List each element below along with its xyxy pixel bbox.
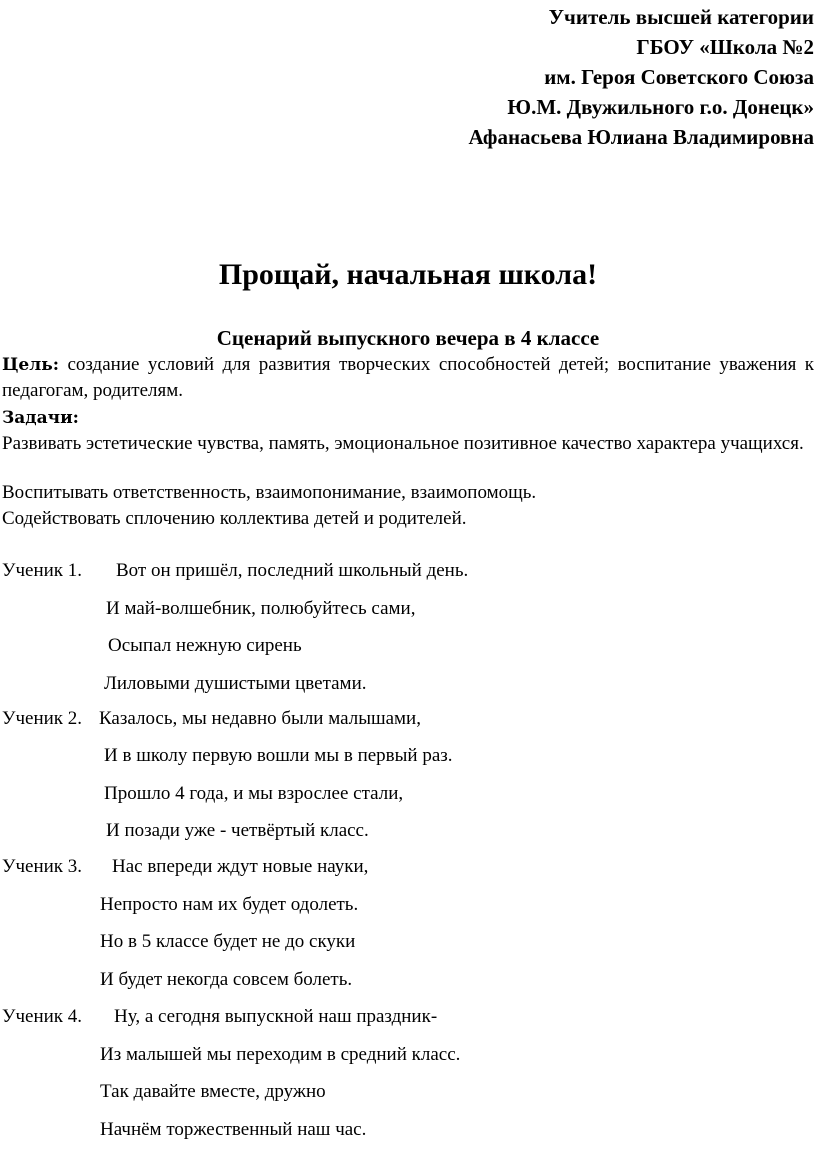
verse-1-line-1 bbox=[2, 558, 468, 583]
speaker-label: Ученик 1. bbox=[2, 560, 83, 581]
speaker-label: Ученик 3. bbox=[2, 856, 83, 877]
goal-label: Цель: bbox=[2, 355, 60, 375]
verse-line: Ну, а сегодня выпускной наш праздник- bbox=[114, 1006, 438, 1027]
verse-line: Но в 5 классе будет не до скуки bbox=[100, 931, 356, 952]
verse-line: Казалось, мы недавно были малышами, bbox=[99, 708, 421, 729]
verse-line: Начнём торжественный наш час. bbox=[100, 1119, 367, 1140]
verse-2-line-1 bbox=[2, 706, 421, 731]
verse-line: Вот он пришёл, последний школьный день. bbox=[116, 560, 469, 581]
tasks-label-line bbox=[2, 405, 814, 431]
document-title: Прощай, начальная школа! bbox=[218, 258, 598, 291]
header-line-position: Учитель высшей категории bbox=[548, 5, 814, 29]
verse-line: Лиловыми душистыми цветами. bbox=[104, 673, 367, 694]
author-header bbox=[469, 2, 814, 152]
verse-3-line-1 bbox=[2, 854, 368, 879]
verse-line: И позади уже - четвёртый класс. bbox=[106, 820, 369, 841]
speaker-label: Ученик 4. bbox=[2, 1006, 83, 1027]
task-item: Развивать эстетические чувства, память, эмоциональное позитивное качество характера учащихся. bbox=[2, 433, 804, 454]
verse-4-line-1 bbox=[2, 1004, 437, 1029]
task-item: Воспитывать ответственность, взаимопонимание, взаимопомощь. bbox=[2, 482, 537, 503]
goal-paragraph bbox=[2, 352, 814, 403]
verse-line: И май-волшебник, полюбуйтесь сами, bbox=[106, 598, 416, 619]
header-line-location: Ю.М. Двужильного г.о. Донецк» bbox=[507, 95, 814, 119]
verse-line: Прошло 4 года, и мы взрослее стали, bbox=[104, 783, 404, 804]
goal-text: создание условий для развития творческих способностей детей; воспитание уважения к педагогам, родителям. bbox=[2, 354, 814, 401]
header-line-school-name: им. Героя Советского Союза bbox=[544, 65, 814, 89]
header-line-school: ГБОУ «Школа №2 bbox=[636, 35, 814, 59]
speaker-label: Ученик 2. bbox=[2, 708, 83, 729]
verse-line: Нас впереди ждут новые науки, bbox=[112, 856, 369, 877]
verse-line: Из малышей мы переходим в средний класс. bbox=[100, 1044, 461, 1065]
tasks-label: Задачи: bbox=[2, 408, 79, 428]
verse-line: Непросто нам их будет одолеть. bbox=[100, 894, 359, 915]
header-line-author: Афанасьева Юлиана Владимировна bbox=[468, 125, 814, 149]
task-item: Содействовать сплочению коллектива детей и родителей. bbox=[2, 508, 467, 529]
verse-line: И будет некогда совсем болеть. bbox=[100, 969, 353, 990]
document-subtitle: Сценарий выпускного вечера в 4 классе bbox=[216, 326, 600, 350]
verse-line: Осыпал нежную сирень bbox=[108, 635, 302, 656]
verse-line: И в школу первую вошли мы в первый раз. bbox=[104, 745, 453, 766]
verse-line: Так давайте вместе, дружно bbox=[100, 1081, 326, 1102]
